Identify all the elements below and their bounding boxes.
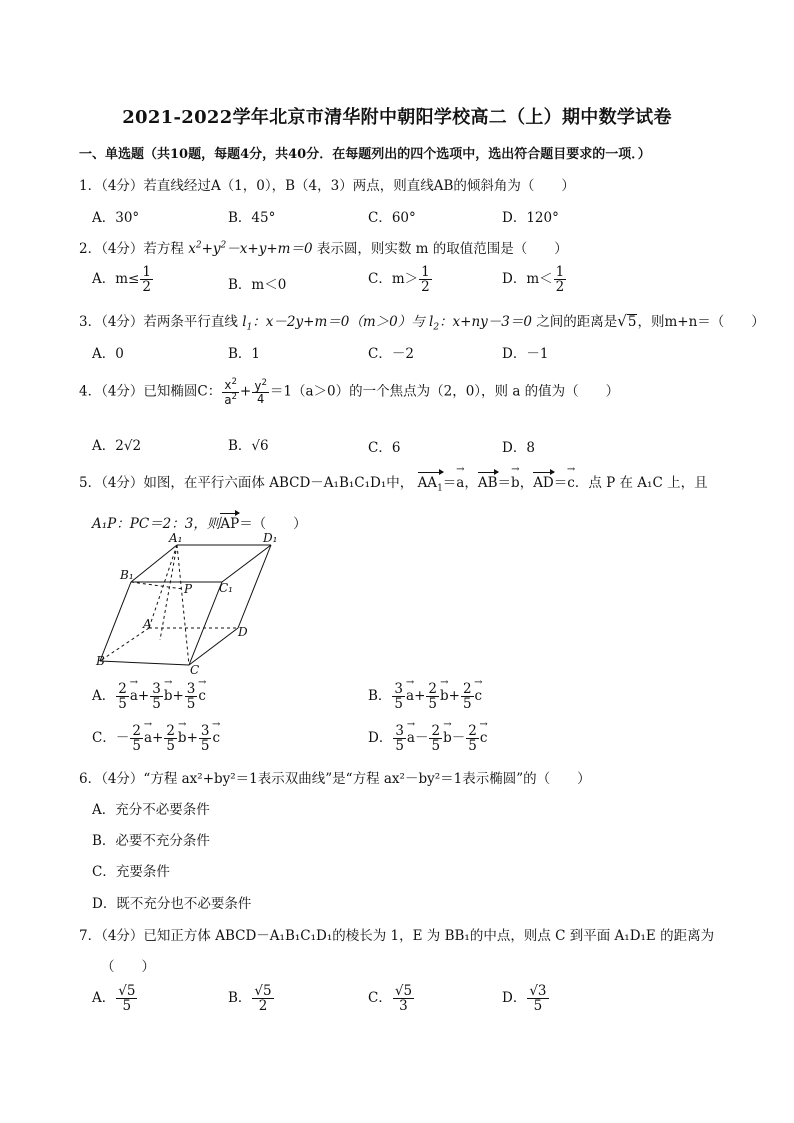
label-B: B: [96, 654, 105, 668]
label-B1: B₁: [120, 568, 134, 582]
q2-option-c[interactable]: C．m＞ $\frac{1}{2}$: [368, 264, 430, 296]
q4-option-c[interactable]: C．6: [368, 440, 401, 456]
question-6: 6．（4分）“方程 ax²+by²＝1表示双曲线”是“方程 ax²－by²＝1表示椭圆”的（ ）: [79, 771, 591, 787]
label-A: A: [143, 617, 152, 631]
label-A1: A₁: [169, 532, 183, 545]
question-4: 4．（4分）已知椭圆C： $\frac{x^2}{a^2}$ + $\frac{y^2}{4}$ ＝1（a＞0）的一个焦点为（2，0），则 a 的值为（ ）: [79, 377, 620, 407]
question-2: [79, 237, 568, 257]
q6-option-d[interactable]: D．既不充分也不必要条件: [92, 896, 252, 912]
q5-option-a[interactable]: A． $\frac{2}{5}$ → a+ $\frac{3}{5}$ → b+ $\frac{3}{5}$ → c: [92, 682, 206, 711]
q1-stem-b: A（1，0），B（4，3）两点，则直线AB的倾斜角为（ ）: [210, 178, 575, 194]
q1-stem: 1．（4分）若直线经过: [79, 178, 211, 194]
q2-equation: $x^2+y^2-x+y+m=0$: [188, 240, 313, 257]
q3-option-d[interactable]: D．－1: [502, 346, 549, 362]
q5-option-d[interactable]: D． $\frac{3}{5}$ → a－ $\frac{2}{5}$ → b－ $\frac{2}{5}$ → c: [368, 724, 487, 753]
q6-option-b[interactable]: B．必要不充分条件: [92, 833, 210, 849]
q2-option-b[interactable]: B．m＜0: [228, 277, 287, 293]
sqrt5: √ 5: [617, 312, 637, 330]
question-3: 3．（4分）若两条平行直线 $l_1$：x－2y+m＝0（m＞0）与 $l_2$：x+ny－3＝0 之间的距离是 √ 5 ，则m+n＝（ ）: [79, 312, 765, 333]
q5-option-c[interactable]: C．－ $\frac{2}{5}$ → a+ $\frac{2}{5}$ → b+ $\frac{3}{5}$ → c: [92, 724, 220, 753]
q4-option-a[interactable]: A．2√2: [92, 438, 142, 454]
q1-option-a[interactable]: A．30°: [92, 210, 140, 226]
question-7-cont: （ ）: [101, 959, 155, 975]
q2-stem: 2．（4分）若方程: [79, 241, 184, 257]
question-5-cont: A₁P：PC＝2：3，则AP＝（ ）: [92, 510, 307, 532]
page-title: 2021-2022学年北京市清华附中朝阳学校高二（上）期中数学试卷: [122, 107, 672, 128]
q3-option-c[interactable]: C．－2: [368, 346, 414, 362]
q3-option-a[interactable]: A．0: [92, 346, 124, 362]
q7-option-c[interactable]: C． $\frac{√5}{3}$: [368, 983, 413, 1015]
q1-option-b[interactable]: B．45°: [228, 210, 276, 226]
label-C1: C₁: [219, 581, 233, 595]
q2-option-d[interactable]: D．m＜ $\frac{1}{2}$: [502, 264, 565, 296]
q2-stem-b: 表示圆，则实数 m 的取值范围是（ ）: [316, 241, 568, 257]
label-P: P: [184, 582, 193, 596]
q5-option-b[interactable]: B． $\frac{3}{5}$ → a+ $\frac{2}{5}$ → b+ $\frac{2}{5}$ → c: [368, 682, 482, 711]
q7-option-d[interactable]: D． $\frac{√3}{5}$: [502, 983, 547, 1015]
q7-option-b[interactable]: B． $\frac{√5}{2}$: [228, 983, 272, 1015]
question-1: [79, 174, 575, 194]
q2-option-a[interactable]: A．m≤ $\frac{1}{2}$: [92, 264, 151, 296]
label-D1: D₁: [263, 532, 278, 545]
question-5: 5．（4分）如图，在平行六面体 ABCD－A₁B₁C₁D₁中， $AA_1=\to a$，AB＝→ b，AD＝→ c．点 P 在 A₁C 上，且: [79, 469, 708, 494]
q3-option-b[interactable]: B．1: [228, 346, 261, 362]
label-C: C: [190, 663, 200, 677]
question-7: 7．（4分）已知正方体 ABCD－A₁B₁C₁D₁的棱长为 1，E 为 BB₁的中点，则点 C 到平面 A₁D₁E 的距离为: [79, 928, 715, 944]
parallelepiped-figure: [95, 532, 295, 677]
label-D: D: [238, 625, 248, 639]
q6-option-c[interactable]: C．充要条件: [92, 864, 170, 880]
q4-option-d[interactable]: D．8: [502, 440, 535, 456]
q4-option-b[interactable]: B．√6: [228, 438, 269, 454]
q1-option-c[interactable]: C．60°: [368, 210, 416, 226]
section-heading: 一、单选题（共10题，每题4分，共40分．在每题列出的四个选项中，选出符合题目要求的一项．）: [79, 147, 651, 162]
q3-line1: $l_1$：x－2y+m＝0（m＞0）与 $l_2$：x+ny－3＝0: [242, 314, 532, 333]
q6-option-a[interactable]: A．充分不必要条件: [92, 802, 210, 818]
q1-option-d[interactable]: D．120°: [502, 210, 559, 226]
q7-option-a[interactable]: A． $\frac{√5}{5}$: [92, 983, 136, 1015]
